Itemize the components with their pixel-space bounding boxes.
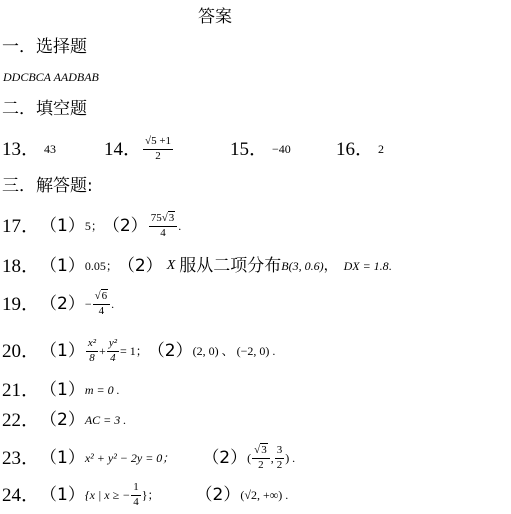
q13-number: 13．	[2, 138, 41, 160]
q23-fraction-1: $\frac{√3}{2}$	[252, 445, 270, 471]
q22-part2-label: （2）	[40, 409, 85, 430]
q19-row: 19． （2） − $\frac{√6}{4}$ .	[2, 289, 115, 317]
q21-row	[2, 378, 120, 402]
q15-answer: −40	[272, 142, 291, 156]
q22-number: 22．	[2, 409, 41, 431]
q19-fraction: $\frac{√6}{4}$	[93, 291, 111, 317]
section-fill-heading: 二．填空题	[2, 99, 87, 119]
q16-row	[336, 132, 384, 166]
q19-number: 19．	[2, 293, 41, 315]
q18-text: 服从二项分布	[179, 255, 282, 276]
q18-part1-label: （1）	[40, 255, 85, 276]
q20-points: (2, 0) 、 (−2, 0) .	[192, 344, 276, 358]
q16-answer: 2	[378, 142, 385, 156]
q18-number: 18．	[2, 255, 41, 277]
sqrt-icon: √	[254, 443, 261, 456]
q17-number: 17．	[2, 215, 41, 237]
sqrt-icon: √	[161, 211, 168, 224]
q20-part2-label: （2）	[147, 340, 193, 361]
q21-answer: m = 0 .	[84, 383, 120, 397]
q18-variable: X	[166, 258, 176, 273]
q24-part1-label: （1）	[40, 484, 85, 505]
q13-row	[2, 132, 56, 166]
q24-interval: (√2, +∞) .	[240, 488, 289, 502]
choice-answers: DDCBCA AADBAB	[3, 70, 99, 84]
sqrt-icon: √	[145, 134, 152, 147]
q22-row	[2, 408, 126, 432]
q14-numerator: √5 +1	[143, 136, 173, 150]
q18-row: 18． （1） 0.05； （2） X 服从二项分布 B(3, 0.6) ， DX = 1.8 .	[2, 255, 392, 277]
q23-fraction-2: $\frac{3}{2}$	[276, 443, 283, 471]
q14-fraction	[143, 136, 173, 162]
q17-part1-label: （1）	[40, 215, 85, 236]
section-solve-heading: 三．解答题:	[2, 176, 93, 196]
q17-fraction: $\frac{75√3}{4}$	[149, 213, 178, 239]
section-choice-heading: 一．选择题	[2, 37, 87, 57]
q23-part1-label: （1）	[40, 447, 85, 468]
q23-number: 23．	[2, 447, 41, 469]
q17-part1-answer: 5；	[84, 219, 103, 233]
q17-row: 17． （1） 5； （2） $\frac{75√3}{4}$ .	[2, 211, 182, 239]
q23-row: 23． （1） x² + y² − 2y = 0； （2） ( $\frac{√3}{2}$ , $\frac{3}{2}$ ) .	[2, 443, 296, 471]
q24-fraction: $\frac{1}{4}$	[133, 480, 139, 508]
q20-fraction-x: $\frac{\text{x²}}{8}$	[87, 336, 97, 364]
q18-variance: DX = 1.8	[343, 259, 389, 273]
q20-number: 20．	[2, 340, 41, 362]
q22-answer: AC = 3 .	[84, 413, 127, 427]
q23-part1-answer: x² + y² − 2y = 0；	[84, 451, 175, 465]
q15-row	[230, 132, 291, 166]
q18-distribution: B(3, 0.6)	[281, 259, 324, 273]
q15-number: 15．	[230, 138, 269, 160]
q18-part1-answer: 0.05；	[84, 259, 118, 273]
q18-part2-label: （2）	[117, 255, 163, 276]
q17-part2-label: （2）	[102, 215, 148, 236]
page-title: 答案	[198, 7, 232, 27]
q24-number: 24．	[2, 484, 41, 506]
q23-part2-label: （2）	[202, 447, 248, 468]
q20-fraction-y: $\frac{\text{y²}}{4}$	[108, 336, 117, 364]
q20-row: 20． （1） $\frac{\text{x²}}{8}$ + $\frac{\text{y²}}{4}$ = 1； （2） (2, 0) 、 (−2, 0) .	[2, 336, 276, 364]
q24-part2-label: （2）	[195, 484, 241, 505]
q19-part2-label: （2）	[40, 293, 85, 314]
q20-part1-label: （1）	[40, 340, 85, 361]
q24-row: 24． （1） {x | x ≥ − $\frac{1}{4}$ }； （2） (√2, +∞) .	[2, 480, 289, 508]
q13-answer: 43	[44, 142, 57, 156]
q21-part1-label: （1）	[40, 379, 85, 400]
q21-number: 21．	[2, 379, 41, 401]
sqrt-icon: √	[94, 289, 101, 302]
q14-row	[104, 132, 174, 166]
q14-number: 14．	[104, 138, 143, 160]
q16-number: 16．	[336, 138, 375, 160]
q14-denominator: 2	[155, 149, 161, 162]
